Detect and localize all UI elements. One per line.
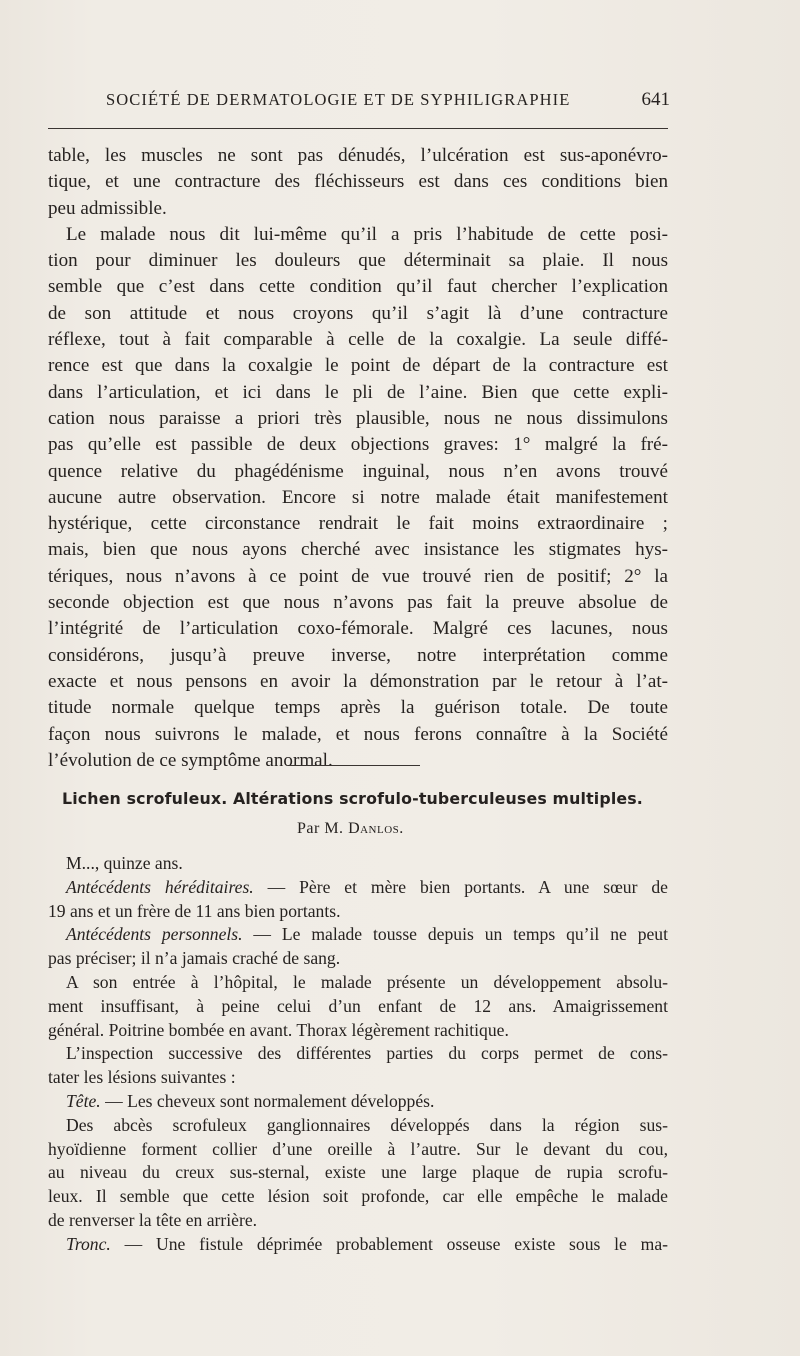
text-line: l’intégrité de l’articulation coxo-fémorale. Malgré ces lacunes, nous — [48, 618, 668, 640]
section-lead: Tronc. — [66, 1233, 111, 1254]
text-line: leux. Il semble que cette lésion soit profonde, car elle empêche le malade — [48, 1186, 668, 1207]
text-line: mais, bien que nous ayons cherché avec insistance les stigmates hys- — [48, 539, 668, 561]
text-line: façon nous suivrons le malade, et nous ferons connaître à la Société — [48, 723, 668, 745]
text-line: semble que c’est dans cette condition qu’il faut chercher l’explication — [48, 276, 668, 298]
text-line: A son entrée à l’hôpital, le malade présente un développement absolu- — [66, 971, 668, 992]
text-line: général. Poitrine bombée en avant. Thorax légèrement rachitique. — [48, 1019, 509, 1040]
text-line: réflexe, tout à fait comparable à celle de la coxalgie. La seule diffé- — [48, 329, 668, 351]
text-line: tériques, nous n’avons à ce point de vue trouvé rien de positif; 2° la — [48, 565, 668, 587]
running-title: SOCIÉTÉ DE DERMATOLOGIE ET DE SYPHILIGRAPHIE — [106, 90, 571, 109]
article-title: Lichen scrofuleux. Altérations scrofulo-tuberculeuses multiples. — [62, 789, 643, 808]
text-line: quence relative du phagédénisme inguinal, nous n’en avons trouvé — [48, 460, 668, 482]
text-line: 19 ans et un frère de 11 ans bien portants. — [48, 900, 341, 921]
text-line: tique, et une contracture des fléchisseurs est dans ces conditions bien — [48, 171, 668, 193]
text-line: de son attitude et nous croyons qu’il s’agit là d’une contracture — [48, 302, 668, 324]
text-line: hystérique, cette circonstance rendrait le fait moins extraordinaire ; — [48, 513, 668, 535]
page-number: 641 — [641, 89, 670, 110]
body-text-block — [48, 143, 668, 774]
text-line: de renverser la tête en arrière. — [48, 1209, 258, 1230]
text-line: rence est que dans la coxalgie le point de départ de la contracture est — [48, 355, 668, 377]
text-line: M..., quinze ans. — [66, 853, 183, 873]
text-line — [48, 1090, 668, 1114]
running-header — [80, 90, 670, 114]
section-lead: Antécédents personnels. — [66, 924, 243, 945]
text-line — [48, 923, 668, 947]
article-body — [48, 852, 668, 1257]
text-run: — Père et mère bien portants. A une sœur de — [253, 876, 668, 897]
text-line: table, les muscles ne sont pas dénudés, l’ulcération est sus-aponévro- — [48, 145, 668, 166]
header-rule — [48, 128, 668, 129]
text-line: dans l’articulation, et ici dans le pli de l’aine. Bien que cette expli- — [48, 381, 668, 403]
text-line: pas préciser; il n’a jamais craché de sang. — [48, 948, 341, 969]
text-line: Le malade nous dit lui-même qu’il a pris l’habitude de cette posi- — [66, 223, 668, 245]
text-line: cation nous paraisse a priori très plausible, nous ne nous dissimulons — [48, 407, 668, 429]
text-run: — Les cheveux sont normalement développés. — [100, 1090, 435, 1111]
author-name: Danlos. — [348, 820, 404, 837]
text-line: seconde objection est que nous n’avons pas fait la preuve absolue de — [48, 592, 668, 614]
text-line — [48, 1233, 668, 1257]
text-line: L’inspection successive des différentes parties du corps permet de cons- — [66, 1043, 668, 1064]
text-line: pas qu’elle est passible de deux objections graves: 1° malgré la fré- — [48, 434, 668, 456]
text-line: considérons, jusqu’à preuve inverse, notre interprétation comme — [48, 644, 668, 666]
text-line: tater les lésions suivantes : — [48, 1067, 236, 1088]
text-line: Des abcès scrofuleux ganglionnaires développés dans la région sus- — [66, 1114, 668, 1135]
article-author — [297, 820, 404, 838]
text-run: — Le malade tousse depuis un temps qu’il ne peut — [242, 924, 668, 945]
text-line: aucune autre observation. Encore si notre malade était manifestement — [48, 486, 668, 508]
text-run: — Une fistule déprimée probablement osseuse existe sous le ma- — [110, 1233, 668, 1254]
text-line: ment insuffisant, à peine celui d’un enfant de 12 ans. Amaigrissement — [48, 995, 668, 1016]
text-line: tion pour diminuer les douleurs que déterminait sa plaie. Il nous — [48, 250, 668, 272]
section-lead: Antécédents héréditaires. — [66, 876, 254, 897]
section-separator — [288, 765, 420, 766]
text-line: l’évolution de ce symptôme anormal. — [48, 749, 333, 771]
author-prefix: Par M. — [297, 820, 349, 837]
text-line — [48, 876, 668, 900]
text-line: au niveau du creux sus-sternal, existe une large plaque de rupia scrofu- — [48, 1162, 668, 1183]
text-line: hyoïdienne forment collier d’une oreille à l’autre. Sur le devant du cou, — [48, 1138, 668, 1159]
text-line: exacte et nous pensons en avoir la démonstration par le retour à l’at- — [48, 670, 668, 692]
text-line: titude normale quelque temps après la guérison totale. De toute — [48, 697, 668, 719]
section-lead: Tête. — [66, 1090, 101, 1111]
text-line: peu admissible. — [48, 197, 167, 219]
